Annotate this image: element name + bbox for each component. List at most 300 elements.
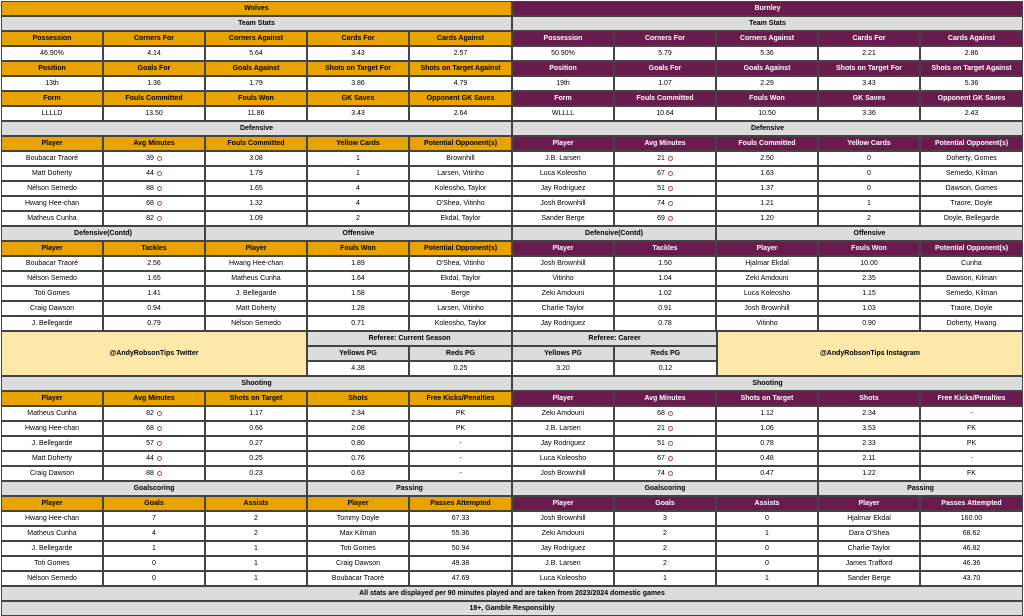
potential-opponents-text: O'Shea, Vitinho	[436, 200, 485, 207]
player-name-text: Boubacar Traoré	[25, 155, 79, 162]
assists-text: 2	[254, 515, 258, 522]
stat-value	[716, 46, 818, 61]
tackles-text: 1.65	[147, 275, 161, 282]
player-name-text: Luca Koleosho	[539, 575, 587, 582]
social-twitter	[1, 331, 307, 376]
goalscoring-header	[614, 496, 716, 511]
stat-value	[920, 46, 1023, 61]
stopwatch-icon	[157, 426, 162, 431]
ref-label	[614, 346, 717, 361]
avg-minutes-text: 44	[146, 170, 154, 177]
avg-minutes	[103, 406, 205, 421]
stat-header	[307, 31, 409, 46]
defensive-header	[512, 136, 614, 151]
stopwatch-icon	[157, 471, 162, 476]
stat-header	[307, 91, 409, 106]
player-name	[205, 316, 307, 331]
potential-opponents-text: Semedo, Kilman	[945, 170, 998, 177]
passing-header	[920, 496, 1023, 511]
stat-header	[409, 31, 512, 46]
passes-attempted	[409, 571, 512, 586]
yellow-cards-text: 0	[867, 185, 871, 192]
assists-text: 1	[765, 575, 769, 582]
player-name	[512, 556, 614, 571]
player-name	[1, 571, 103, 586]
passing-title-text: Passing	[396, 485, 423, 492]
player-name-text: Hwang Hee-chan	[24, 425, 80, 432]
stat-header	[409, 91, 512, 106]
goals	[614, 571, 716, 586]
goals-text: 0	[152, 575, 156, 582]
avg-minutes-text: 88	[146, 185, 154, 192]
social-instagram-text: @AndyRobsonTips Instagram	[819, 350, 921, 357]
shooting-header-text: Player	[41, 395, 63, 402]
player-name	[818, 511, 920, 526]
player-name	[512, 181, 614, 196]
fouls-won	[307, 286, 409, 301]
shooting-header	[1, 391, 103, 406]
fouls-won-text: 1.58	[351, 290, 365, 297]
stat-header	[205, 31, 307, 46]
player-name-text: J. Bellegarde	[235, 290, 277, 297]
player-name	[1, 466, 103, 481]
stat-value	[205, 76, 307, 91]
shots-on-target-text: 0.27	[249, 440, 263, 447]
defcontd-header	[512, 241, 614, 256]
player-name-text: Craig Dawson	[30, 305, 74, 312]
stopwatch-icon	[668, 186, 673, 191]
player-name	[1, 436, 103, 451]
player-name-text: Josh Brownhill	[540, 260, 586, 267]
free-kicks-penalties	[409, 451, 512, 466]
shots-text: 2.33	[862, 440, 876, 447]
potential-opponents	[920, 301, 1023, 316]
player-name-text: Toti Gomes	[340, 545, 376, 552]
yellow-cards-text: 4	[356, 185, 360, 192]
player-name-text: Hwang Hee-chan	[24, 200, 80, 207]
player-name-text: Jay Rodriguez	[540, 185, 586, 192]
fouls-won-text: 2.35	[862, 275, 876, 282]
passing-header-text: Passes Attempted	[430, 500, 491, 507]
assists	[205, 556, 307, 571]
shots-on-target	[716, 466, 818, 481]
stat-value-text: LLLLD	[41, 110, 63, 117]
player-name	[512, 421, 614, 436]
assists	[716, 541, 818, 556]
free-kicks-penalties	[409, 421, 512, 436]
ref-label-text: Yellows PG	[339, 350, 377, 357]
stopwatch-icon	[157, 216, 162, 221]
goalscoring-header	[205, 496, 307, 511]
goalscoring-header-text: Goals	[144, 500, 164, 507]
free-kicks-penalties	[920, 451, 1023, 466]
player-name-text: Vitinho	[756, 320, 778, 327]
stat-header	[103, 91, 205, 106]
tackles-text: 0.94	[147, 305, 161, 312]
player-name	[1, 451, 103, 466]
goals-text: 7	[152, 515, 156, 522]
player-name-text: Josh Brownhill	[540, 515, 586, 522]
stat-value	[614, 106, 716, 121]
potential-opponents	[409, 211, 512, 226]
fouls-won	[818, 286, 920, 301]
player-name	[1, 166, 103, 181]
player-name-text: Boubacar Traoré	[331, 575, 385, 582]
defensive-header	[716, 136, 818, 151]
stat-header-text: Fouls Committed	[125, 95, 183, 102]
potential-opponents-text: Koleosho, Taylor	[434, 185, 487, 192]
stat-value-text: 4.14	[147, 50, 161, 57]
ref-value	[512, 361, 614, 376]
offensive-header-text: Player	[245, 245, 267, 252]
player-name-text: James Trafford	[845, 560, 893, 567]
free-kicks-penalties	[409, 436, 512, 451]
shots	[818, 451, 920, 466]
player-name-text: Jay Rodriguez	[540, 440, 586, 447]
player-name-text: Sander Berge	[541, 215, 585, 222]
passes-attempted	[920, 526, 1023, 541]
stopwatch-icon	[157, 201, 162, 206]
ref-value-text: 3.20	[556, 365, 570, 372]
shots-on-target	[716, 406, 818, 421]
team-name-wolves	[1, 1, 512, 16]
passes-attempted-text: 49.38	[451, 560, 470, 567]
stat-value	[205, 46, 307, 61]
fouls-won	[307, 301, 409, 316]
stat-header-text: Position	[549, 65, 577, 72]
player-name	[205, 271, 307, 286]
stopwatch-icon	[668, 156, 673, 161]
stat-header-text: Goals For	[648, 65, 682, 72]
stat-header-text: Cards Against	[436, 35, 485, 42]
passes-attempted	[409, 556, 512, 571]
offensive-header-text: Fouls Won	[340, 245, 376, 252]
avg-minutes	[103, 436, 205, 451]
goals-text: 0	[152, 560, 156, 567]
passes-attempted	[920, 541, 1023, 556]
player-name	[818, 571, 920, 586]
player-name	[512, 256, 614, 271]
footer-note	[1, 586, 1023, 601]
player-name	[512, 541, 614, 556]
fouls-won	[307, 271, 409, 286]
player-name	[1, 271, 103, 286]
avg-minutes	[614, 151, 716, 166]
assists-text: 1	[765, 530, 769, 537]
stat-header	[920, 31, 1023, 46]
avg-minutes-text: 69	[657, 215, 665, 222]
free-kicks-penalties-text: -	[970, 455, 973, 462]
fouls-committed	[716, 196, 818, 211]
stat-value-text: 3.36	[862, 110, 876, 117]
free-kicks-penalties-text: -	[459, 470, 462, 477]
fouls-won-text: 10.00	[860, 260, 878, 267]
potential-opponents	[409, 256, 512, 271]
yellow-cards	[307, 211, 409, 226]
shots-text: 1.22	[862, 470, 876, 477]
defensive-header	[818, 136, 920, 151]
avg-minutes-text: 74	[657, 470, 665, 477]
goals	[103, 571, 205, 586]
yellow-cards-text: 0	[867, 170, 871, 177]
defensive-header	[409, 136, 512, 151]
avg-minutes-text: 88	[146, 470, 154, 477]
avg-minutes	[103, 196, 205, 211]
stat-header-text: Goals For	[137, 65, 171, 72]
player-name-text: Matheus Cunha	[27, 530, 77, 537]
shooting-header-text: Player	[552, 395, 574, 402]
tackles	[614, 286, 716, 301]
stat-value-text: 5.36	[760, 50, 774, 57]
avg-minutes-text: 68	[146, 200, 154, 207]
stat-value	[716, 106, 818, 121]
potential-opponents-text: Doherty, Gomes	[946, 155, 997, 162]
potential-opponents	[920, 196, 1023, 211]
passes-attempted-text: 50.94	[451, 545, 470, 552]
stat-value	[103, 46, 205, 61]
player-name-text: Josh Brownhill	[540, 200, 586, 207]
tackles-text: 1.41	[147, 290, 161, 297]
player-name-text: Craig Dawson	[30, 470, 74, 477]
stat-value-text: 1.07	[658, 80, 672, 87]
fouls-won-text: 1.64	[351, 275, 365, 282]
fouls-won	[307, 316, 409, 331]
stats-sheet	[1, 1, 1023, 612]
potential-opponents	[920, 151, 1023, 166]
stat-value	[614, 76, 716, 91]
player-name-text: Matt Doherty	[31, 455, 73, 462]
stat-header	[716, 61, 818, 76]
stat-value-text: 10.50	[758, 110, 776, 117]
player-name	[512, 316, 614, 331]
defcontd-header-text: Player	[552, 245, 574, 252]
yellow-cards-text: 4	[356, 200, 360, 207]
goalscoring-header	[103, 496, 205, 511]
defensive-header	[205, 136, 307, 151]
passing-header-text: Player	[858, 500, 880, 507]
player-name	[512, 526, 614, 541]
free-kicks-penalties	[409, 406, 512, 421]
player-name	[716, 301, 818, 316]
shots	[307, 421, 409, 436]
defensive-contd-title	[1, 226, 205, 241]
player-name	[1, 556, 103, 571]
stopwatch-icon	[668, 426, 673, 431]
stat-header-text: Fouls Committed	[636, 95, 694, 102]
shots-on-target	[716, 451, 818, 466]
fouls-won	[307, 256, 409, 271]
assists-text: 0	[765, 560, 769, 567]
goals-text: 2	[663, 560, 667, 567]
player-name	[512, 436, 614, 451]
offensive-header	[818, 241, 920, 256]
defensive-header	[307, 136, 409, 151]
defcontd-header-text: Player	[41, 245, 63, 252]
defensive-header-text: Potential Opponent(s)	[934, 140, 1009, 147]
passes-attempted	[409, 541, 512, 556]
stopwatch-icon	[157, 171, 162, 176]
player-name-text: Craig Dawson	[336, 560, 380, 567]
player-name-text: Jay Rodriguez	[540, 320, 586, 327]
shooting-header	[307, 391, 409, 406]
defensive-header	[103, 136, 205, 151]
passing-title	[307, 481, 512, 496]
stat-value	[614, 46, 716, 61]
shots-on-target-text: 0.25	[249, 455, 263, 462]
shooting-header	[205, 391, 307, 406]
stat-value	[818, 46, 920, 61]
potential-opponents	[920, 256, 1023, 271]
free-kicks-penalties	[920, 421, 1023, 436]
player-name-text: Nélson Semedo	[27, 575, 77, 582]
shots-on-target	[205, 451, 307, 466]
offensive-header-text: Potential Opponent(s)	[423, 245, 498, 252]
goalscoring-header-text: Goals	[655, 500, 675, 507]
tackles	[614, 271, 716, 286]
avg-minutes-text: 51	[657, 185, 665, 192]
shooting-header	[614, 391, 716, 406]
free-kicks-penalties-text: -	[459, 455, 462, 462]
yellow-cards	[307, 196, 409, 211]
footer-gamble	[1, 601, 1023, 616]
stat-header-text: Goals Against	[232, 65, 280, 72]
player-name-text: Zeki Amdouni	[541, 530, 585, 537]
player-name-text: J. Bellegarde	[31, 545, 73, 552]
stat-value-text: 5.79	[658, 50, 672, 57]
assists	[205, 571, 307, 586]
potential-opponents-text: Ekdal, Taylor	[440, 215, 481, 222]
potential-opponents-text: Larsen, Vitinho	[437, 305, 484, 312]
player-name-text: Josh Brownhill	[540, 470, 586, 477]
yellow-cards	[818, 196, 920, 211]
stat-value	[307, 46, 409, 61]
stat-header-text: Corners Against	[228, 35, 284, 42]
stat-value	[512, 46, 614, 61]
stat-value-text: 5.64	[249, 50, 263, 57]
avg-minutes	[614, 466, 716, 481]
stat-header	[716, 91, 818, 106]
fouls-committed	[716, 211, 818, 226]
stat-header	[103, 31, 205, 46]
stat-value-text: 2.43	[964, 110, 979, 117]
defensive-header-text: Fouls Committed	[227, 140, 285, 147]
team-name-burnley-text: Burnley	[754, 5, 781, 12]
stat-value-text: 3.43	[351, 110, 365, 117]
shots-text: 0.80	[351, 440, 365, 447]
player-name-text: J.B. Larsen	[545, 560, 581, 567]
shots-on-target-text: 0.23	[249, 470, 263, 477]
stopwatch-icon	[157, 186, 162, 191]
offensive-header-text: Player	[756, 245, 778, 252]
avg-minutes	[614, 436, 716, 451]
shots-on-target	[205, 421, 307, 436]
social-twitter-text: @AndyRobsonTips Twitter	[109, 350, 199, 357]
stat-value-text: 2.29	[760, 80, 774, 87]
shooting-header-text: Shots	[348, 395, 368, 402]
player-name	[1, 316, 103, 331]
stat-header-text: GK Saves	[852, 95, 886, 102]
stat-value	[409, 76, 512, 91]
assists-text: 0	[765, 515, 769, 522]
defensive-title-burnley-text: Defensive	[750, 125, 785, 132]
goalscoring-title-text: Goalscoring	[133, 485, 175, 492]
stat-header-text: Shots on Target Against	[420, 65, 501, 72]
shots-text: 0.63	[351, 470, 365, 477]
stat-header	[512, 61, 614, 76]
fouls-committed	[716, 166, 818, 181]
player-name-text: Matt Doherty	[31, 170, 73, 177]
player-name-text: Matt Doherty	[235, 305, 277, 312]
player-name	[1, 421, 103, 436]
player-name	[1, 286, 103, 301]
player-name-text: Toti Gomes	[34, 560, 70, 567]
defensive-header-text: Player	[41, 140, 63, 147]
defcontd-header	[614, 241, 716, 256]
stat-value-text: 13.50	[145, 110, 163, 117]
footer-note-text: All stats are displayed per 90 minutes played and are taken from 2023/2024 domestic games	[359, 590, 665, 597]
player-name-text: Luca Koleosho	[539, 170, 587, 177]
ref-value-text: 0.12	[658, 365, 673, 372]
fouls-won-text: 1.15	[862, 290, 876, 297]
fouls-won-text: 1.89	[351, 260, 365, 267]
shots-text: 2.11	[862, 455, 876, 462]
defensive-header-text: Avg Minutes	[133, 140, 175, 147]
goals	[103, 526, 205, 541]
goals	[103, 556, 205, 571]
player-name	[512, 211, 614, 226]
team-stats-title-burnley-text: Team Stats	[749, 20, 786, 27]
stat-value-text: 1.36	[147, 80, 161, 87]
passes-attempted-text: 43.70	[962, 575, 981, 582]
referee-career-title-text: Referee: Career	[588, 335, 641, 342]
stat-header	[1, 31, 103, 46]
avg-minutes-text: 21	[657, 425, 665, 432]
player-name-text: Sander Berge	[847, 575, 891, 582]
stat-header-text: Corners Against	[739, 35, 795, 42]
referee-career-title	[512, 331, 717, 346]
stat-value-text: 2.21	[862, 50, 876, 57]
stat-value-text: 2.86	[964, 50, 979, 57]
free-kicks-penalties	[920, 466, 1023, 481]
offensive-header	[920, 241, 1023, 256]
offensive-header	[409, 241, 512, 256]
yellow-cards	[307, 166, 409, 181]
defensive-header	[614, 136, 716, 151]
stopwatch-icon	[668, 456, 673, 461]
avg-minutes-text: 21	[657, 155, 665, 162]
shots-on-target	[716, 421, 818, 436]
ref-label	[409, 346, 512, 361]
avg-minutes	[103, 421, 205, 436]
stat-value-text: 3.43	[862, 80, 876, 87]
fouls-committed-text: 1.32	[249, 200, 263, 207]
defensive-header-text: Yellow Cards	[336, 140, 380, 147]
fouls-won	[818, 301, 920, 316]
stat-header	[103, 61, 205, 76]
stat-header	[1, 91, 103, 106]
fouls-committed	[716, 151, 818, 166]
stopwatch-icon	[668, 216, 673, 221]
goals-text: 2	[663, 530, 667, 537]
player-name	[1, 196, 103, 211]
potential-opponents	[409, 316, 512, 331]
fouls-committed-text: 1.20	[760, 215, 774, 222]
potential-opponents-text: Traore, Doyle	[950, 305, 993, 312]
avg-minutes-text: 44	[146, 455, 154, 462]
shots-text: 0.76	[351, 455, 365, 462]
tackles	[614, 256, 716, 271]
stat-header	[512, 31, 614, 46]
